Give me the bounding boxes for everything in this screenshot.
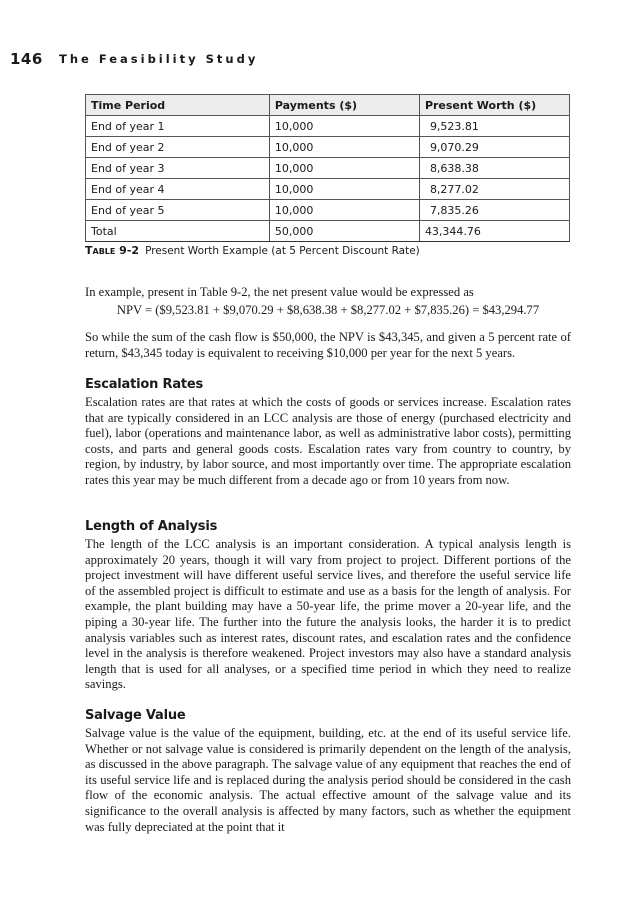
page-number: 146 <box>10 50 43 68</box>
npv-equation: NPV = ($9,523.81 + $9,070.29 + $8,638.38 + $8,277.02 + $7,835.26) = $43,294.77 <box>116 303 540 317</box>
table-row <box>86 137 570 158</box>
table-cell: End of year 1 <box>86 116 270 137</box>
table-caption <box>85 244 420 257</box>
table-cell: 9,070.29 <box>419 137 569 158</box>
heading-salvage-value: Salvage Value <box>85 708 186 723</box>
table-cell: End of year 3 <box>86 158 270 179</box>
table-row <box>86 158 570 179</box>
table-cell: End of year 2 <box>86 137 270 158</box>
table-row <box>86 116 570 137</box>
table-cell: 10,000 <box>269 116 419 137</box>
table-row <box>86 179 570 200</box>
table-cell: 8,277.02 <box>419 179 569 200</box>
table-cell: 50,000 <box>269 221 419 242</box>
table-cell: Total <box>86 221 270 242</box>
running-title: The Feasibility Study <box>59 52 259 66</box>
table-cell: 10,000 <box>269 200 419 221</box>
intro-paragraph: In example, present in Table 9-2, the net present value would be expressed as <box>85 285 474 299</box>
table-cell: 43,344.76 <box>419 221 569 242</box>
table-cell: 7,835.26 <box>419 200 569 221</box>
table-cell: 10,000 <box>269 137 419 158</box>
table-cell: 10,000 <box>269 158 419 179</box>
salvage-paragraph: Salvage value is the value of the equipment, building, etc. at the end of its useful service life. Whether or not salvage value is considered is primarily dependent on the length of the analysis, as discussed in the above paragraph. The salvage value of any equipment that reaches the end of its useful service life and is replaced during the analysis period should be considered in the cash flow of the economic analysis. The actual effective amount of the salvage value and its significance to the overall analysis is affected by many factors, such as whether the equipment was fully depreciated at the point that it <box>85 726 571 834</box>
heading-escalation-rates: Escalation Rates <box>85 377 204 392</box>
table-cell: End of year 4 <box>86 179 270 200</box>
table-header-row <box>86 95 570 116</box>
table-row <box>86 200 570 221</box>
present-worth-table <box>85 94 570 242</box>
table-cell: 8,638.38 <box>419 158 569 179</box>
column-header: Time Period <box>86 95 270 116</box>
caption-text: Present Worth Example (at 5 Percent Discount Rate) <box>145 245 420 257</box>
table-cell: End of year 5 <box>86 200 270 221</box>
heading-length-of-analysis: Length of Analysis <box>85 519 218 534</box>
caption-label: Table 9-2 <box>85 244 140 257</box>
table-rule <box>85 241 570 242</box>
running-header <box>10 50 605 72</box>
length-paragraph: The length of the LCC analysis is an important consideration. A typical analysis length is approximately 20 years, though it will vary from project to project. Different portions of the project investment will have different useful service lives, and therefore the useful service life of the assembled project is difficult to estimate and use as a basis for the length of analysis. For example, the plant building may have a 50-year life, the prime mover a 20-year life, and the piping a 30-year life. The further into the future the analysis looks, the harder it is to predict analysis variables such as interest rates, discount rates, and escalation rates and the confidence level in the analysis is therefore weakened. Project investors may also have a standard analysis length that is used for all analyses, or a specified time period in which they need to realize savings. <box>85 537 571 692</box>
escalation-paragraph: Escalation rates are that rates at which the costs of goods or services increase. Escalation rates that are typically considered in an LCC analysis are those of energy (purchased electricity and fuel), labor (operations and maintenance labor, as well as administrative labor costs), permitting costs, and parts and general goods costs. Escalation rates vary from country to country, by region, by industry, by labor source, and most importantly over time. The appropriate escalation rates this year may be much different from a decade ago or from 10 years from now. <box>85 395 571 487</box>
table-cell: 10,000 <box>269 179 419 200</box>
table-total-row <box>86 221 570 242</box>
column-header: Payments ($) <box>269 95 419 116</box>
table-cell: 9,523.81 <box>419 116 569 137</box>
npv-paragraph: So while the sum of the cash flow is $50,000, the NPV is $43,345, and given a 5 percent rate of return, $43,345 today is equivalent to receiving $10,000 per year for the next 5 years. <box>85 330 571 360</box>
column-header: Present Worth ($) <box>419 95 569 116</box>
